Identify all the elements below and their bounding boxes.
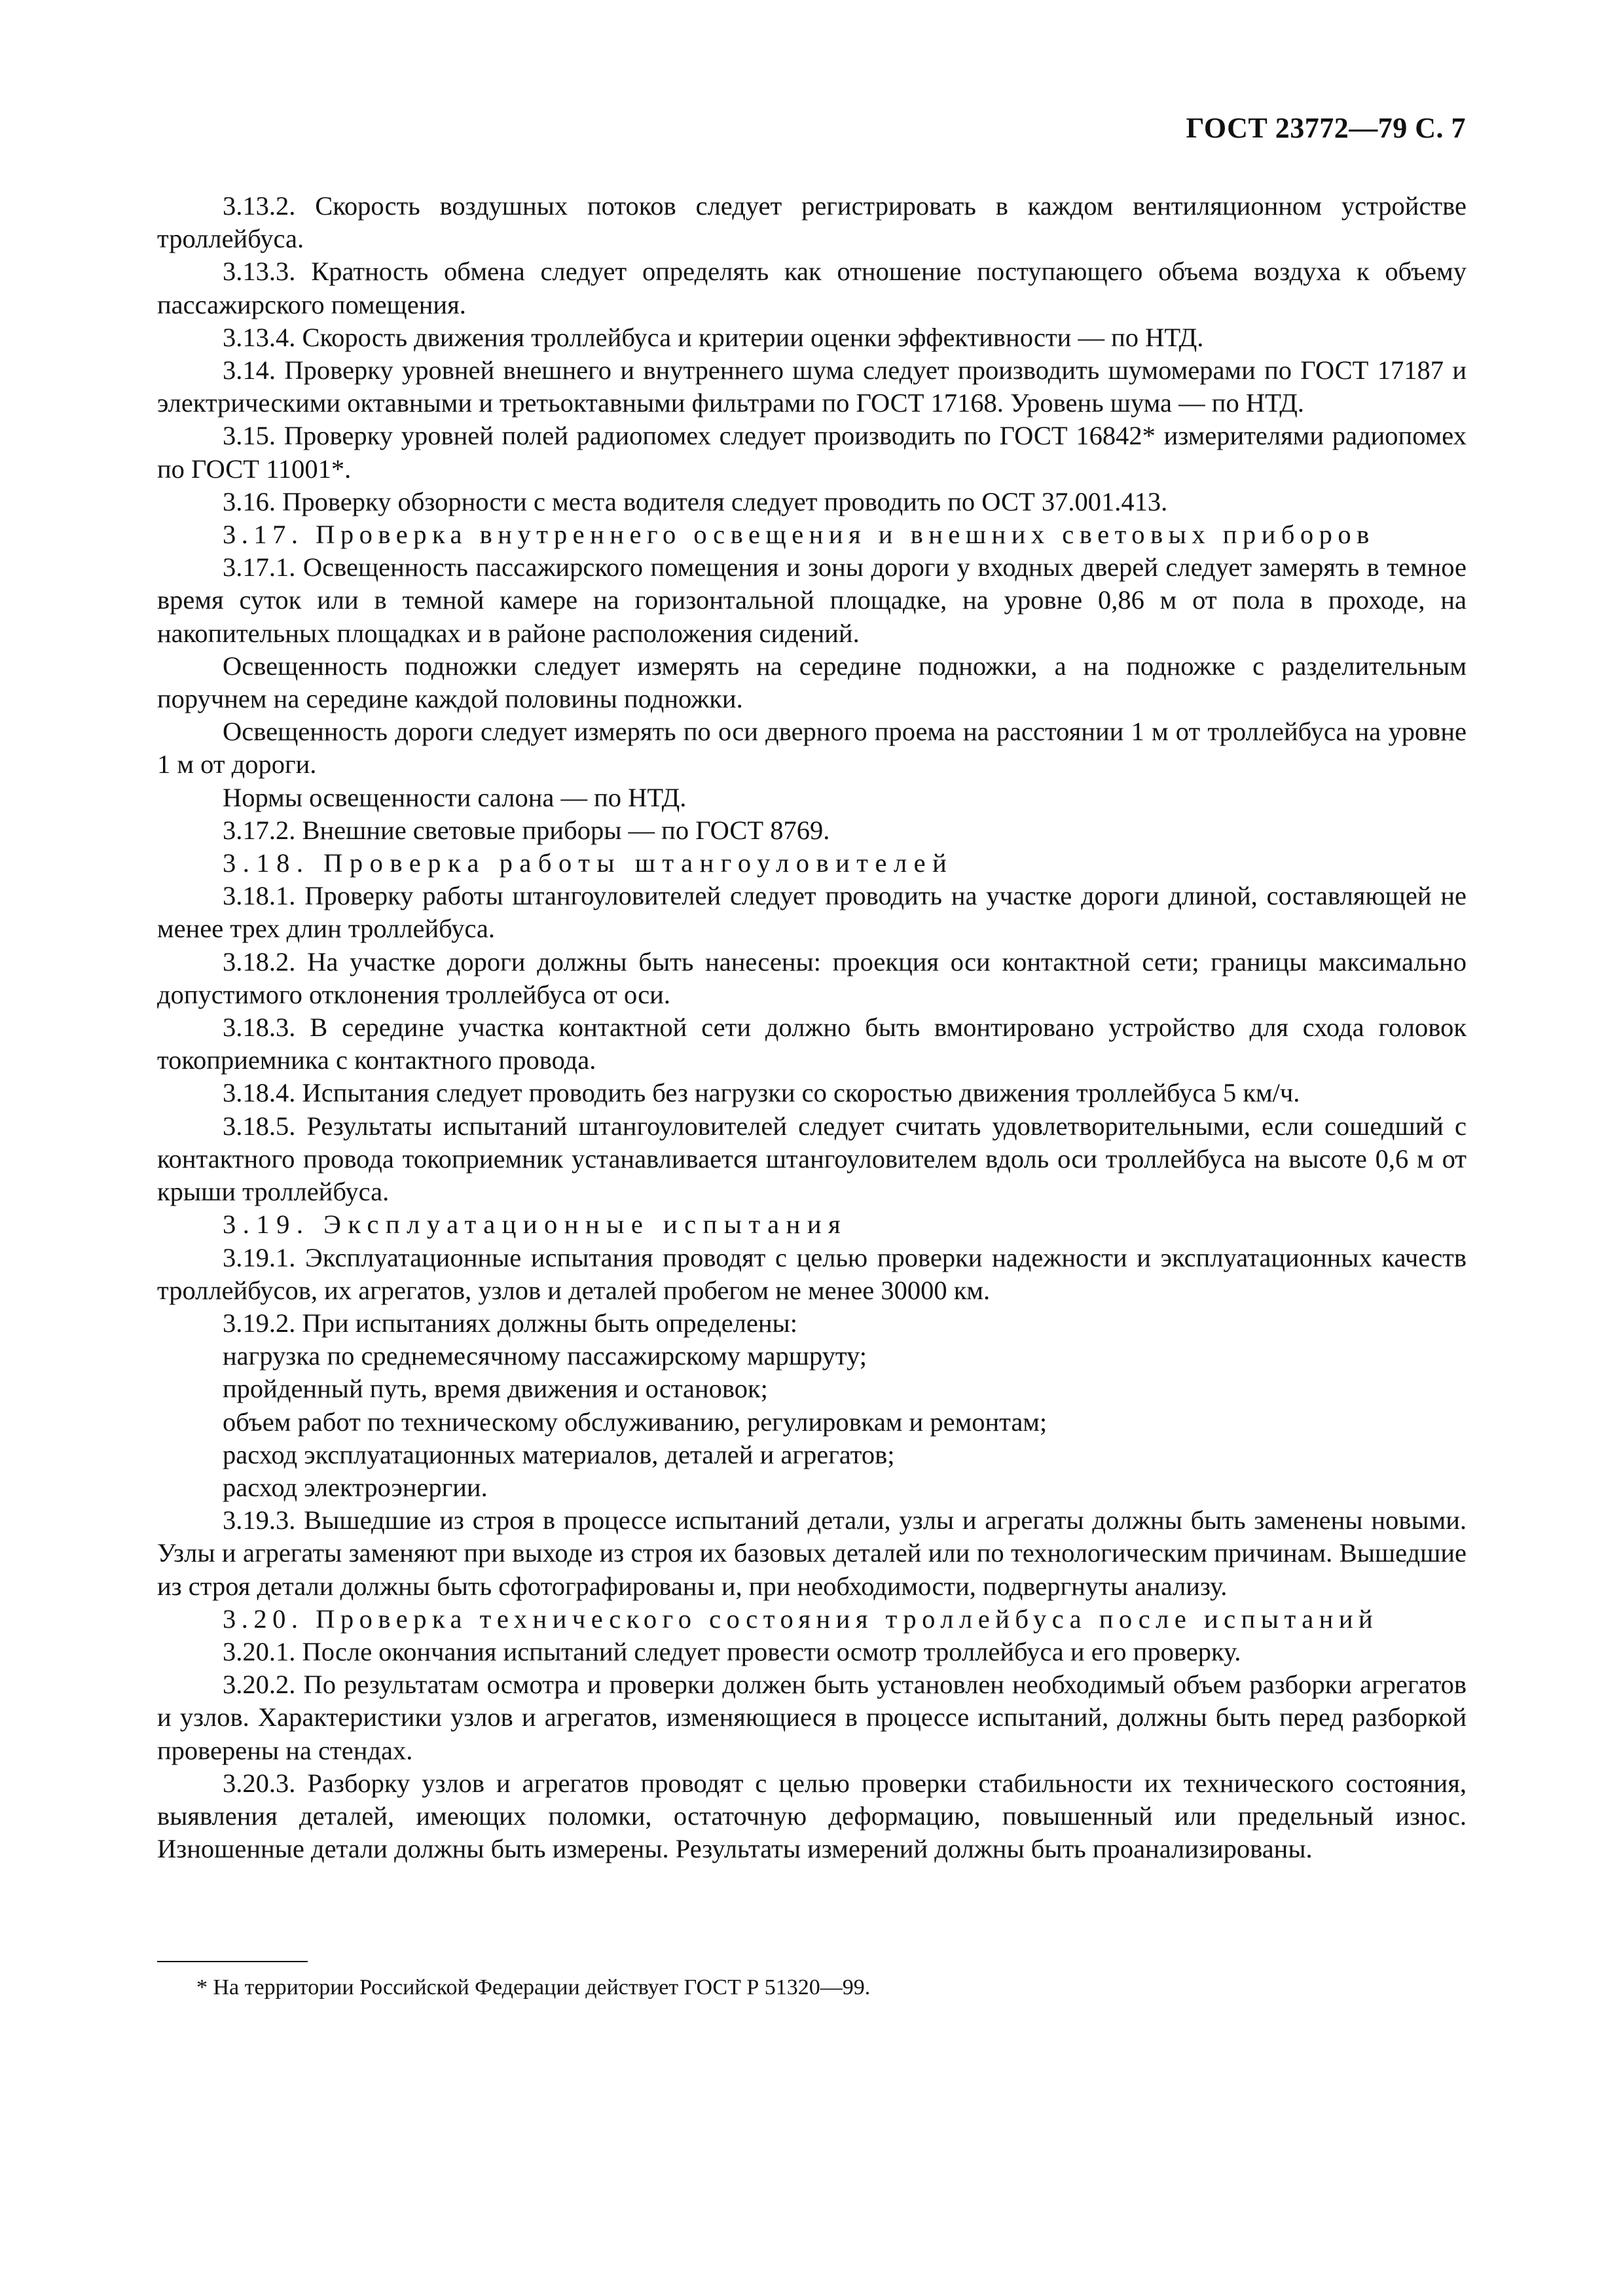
paragraph-salon-norms: Нормы освещенности салона — по НТД. <box>223 782 687 812</box>
section-heading-3-20: 3.20. Проверка технического состояния троллейбуса после испытаний <box>223 1604 1379 1634</box>
paragraph-3-20-3: 3.20.3. Разборку узлов и агрегатов проводят с целью проверки стабильности их технического состояния, выявления деталей, имеющих поломки, остаточную деформацию, повышенный или предельный износ. Изношенные детали должны быть измерены. Результаты измерений должны быть проанализированы. <box>157 1768 1467 1864</box>
paragraph-3-17-1: 3.17.1. Освещенность пассажирского помещения и зоны дороги у входных дверей следует замерять в темное время суток или в темной камере на горизонтальной площадке, на уровне 0,86 м от пола в проходе, на накопительных площадках и в районе расположения сидений. <box>157 552 1467 648</box>
paragraph-3-18-3: 3.18.3. В середине участка контактной сети должно быть вмонтировано устройство для схода головок токоприемника с контактного провода. <box>157 1013 1467 1075</box>
paragraph-3-13-3: 3.13.3. Кратность обмена следует определять как отношение поступающего объема воздуха к объему пассажирского помещения. <box>157 257 1467 319</box>
paragraph-3-18-5: 3.18.5. Результаты испытаний штангоуловителей следует считать удовлетворительными, если сошедший с контактного провода токоприемник устанавливается штангоуловителем вдоль оси троллейбуса на высоте 0,6 м от крыши троллейбуса. <box>157 1111 1467 1207</box>
list-item: нагрузка по среднемесячному пассажирскому маршруту; <box>223 1341 867 1371</box>
section-heading-3-18: 3.18. Проверка работы штангоуловителей <box>223 848 954 878</box>
paragraph-3-13-4: 3.13.4. Скорость движения троллейбуса и критерии оценки эффективности — по НТД. <box>223 322 1204 352</box>
list-item: расход электроэнергии. <box>223 1472 488 1502</box>
paragraph-3-18-4: 3.18.4. Испытания следует проводить без нагрузки со скоростью движения троллейбуса 5 км/ч. <box>223 1078 1300 1108</box>
section-heading-3-17: 3.17. Проверка внутреннего освещения и внешних световых приборов <box>223 520 1375 550</box>
document-body <box>157 190 1467 1865</box>
paragraph-3-13-2: 3.13.2. Скорость воздушных потоков следует регистрировать в каждом вентиляционном устройстве троллейбуса. <box>157 191 1467 254</box>
list-item: расход эксплуатационных материалов, деталей и агрегатов; <box>223 1439 895 1469</box>
paragraph-3-19-2: 3.19.2. При испытаниях должны быть определены: <box>223 1308 798 1338</box>
paragraph-3-18-1: 3.18.1. Проверку работы штангоуловителей следует проводить на участке дороги длиной, составляющей не менее трех длин троллейбуса. <box>157 881 1467 944</box>
paragraph-footboard-lighting: Освещенность подножки следует измерять на середине подножки, а на подножке с разделительным поручнем на середине каждой половины подножки. <box>157 651 1467 714</box>
list-item: объем работ по техническому обслуживанию, регулировкам и ремонтам; <box>223 1407 1048 1437</box>
page-header: ГОСТ 23772—79 С. 7 <box>1186 112 1466 144</box>
paragraph-3-14: 3.14. Проверку уровней внешнего и внутреннего шума следует производить шумомерами по ГОСТ 17187 и электрическими октавными и третьоктавными фильтрами по ГОСТ 17168. Уровень шума — по НТД. <box>157 355 1467 418</box>
paragraph-3-17-2: 3.17.2. Внешние световые приборы — по ГОСТ 8769. <box>223 815 830 845</box>
paragraph-3-18-2: 3.18.2. На участке дороги должны быть нанесены: проекция оси контактной сети; границы максимально допустимого отклонения троллейбуса от оси. <box>157 946 1467 1009</box>
paragraph-3-20-1: 3.20.1. После окончания испытаний следует провести осмотр троллейбуса и его проверку. <box>223 1636 1241 1666</box>
paragraph-3-20-2: 3.20.2. По результатам осмотра и проверки должен быть установлен необходимый объем разборки агрегатов и узлов. Характеристики узлов и агрегатов, изменяющиеся в процессе испытаний, должны быть перед разборкой проверены на стендах. <box>157 1670 1467 1765</box>
footnote-divider <box>157 1961 308 1962</box>
paragraph-3-16: 3.16. Проверку обзорности с места водителя следует проводить по ОСТ 37.001.413. <box>223 486 1168 516</box>
list-item: пройденный путь, время движения и остановок; <box>223 1374 768 1404</box>
paragraph-road-lighting: Освещенность дороги следует измерять по оси дверного проема на расстоянии 1 м от троллейбуса на уровне 1 м от дороги. <box>157 717 1467 780</box>
paragraph-3-19-3: 3.19.3. Вышедшие из строя в процессе испытаний детали, узлы и агрегаты должны быть заменены новыми. Узлы и агрегаты заменяют при выходе из строя их базовых деталей или по технологическим причинам. Вышедшие из строя детали должны быть сфотографированы и, при необходимости, подвергнуты анализу. <box>157 1505 1467 1601</box>
paragraph-3-19-1: 3.19.1. Эксплуатационные испытания проводят с целью проверки надежности и эксплуатационных качеств троллейбусов, их агрегатов, узлов и деталей пробегом не менее 30000 км. <box>157 1242 1467 1305</box>
footnote: * На территории Российской Федерации действует ГОСТ Р 51320—99. <box>196 1975 871 2000</box>
section-heading-3-19: 3.19. Эксплуатационные испытания <box>223 1210 848 1240</box>
paragraph-3-15: 3.15. Проверку уровней полей радиопомех следует производить по ГОСТ 16842* измерителями радиопомех по ГОСТ 11001*. <box>157 421 1467 484</box>
